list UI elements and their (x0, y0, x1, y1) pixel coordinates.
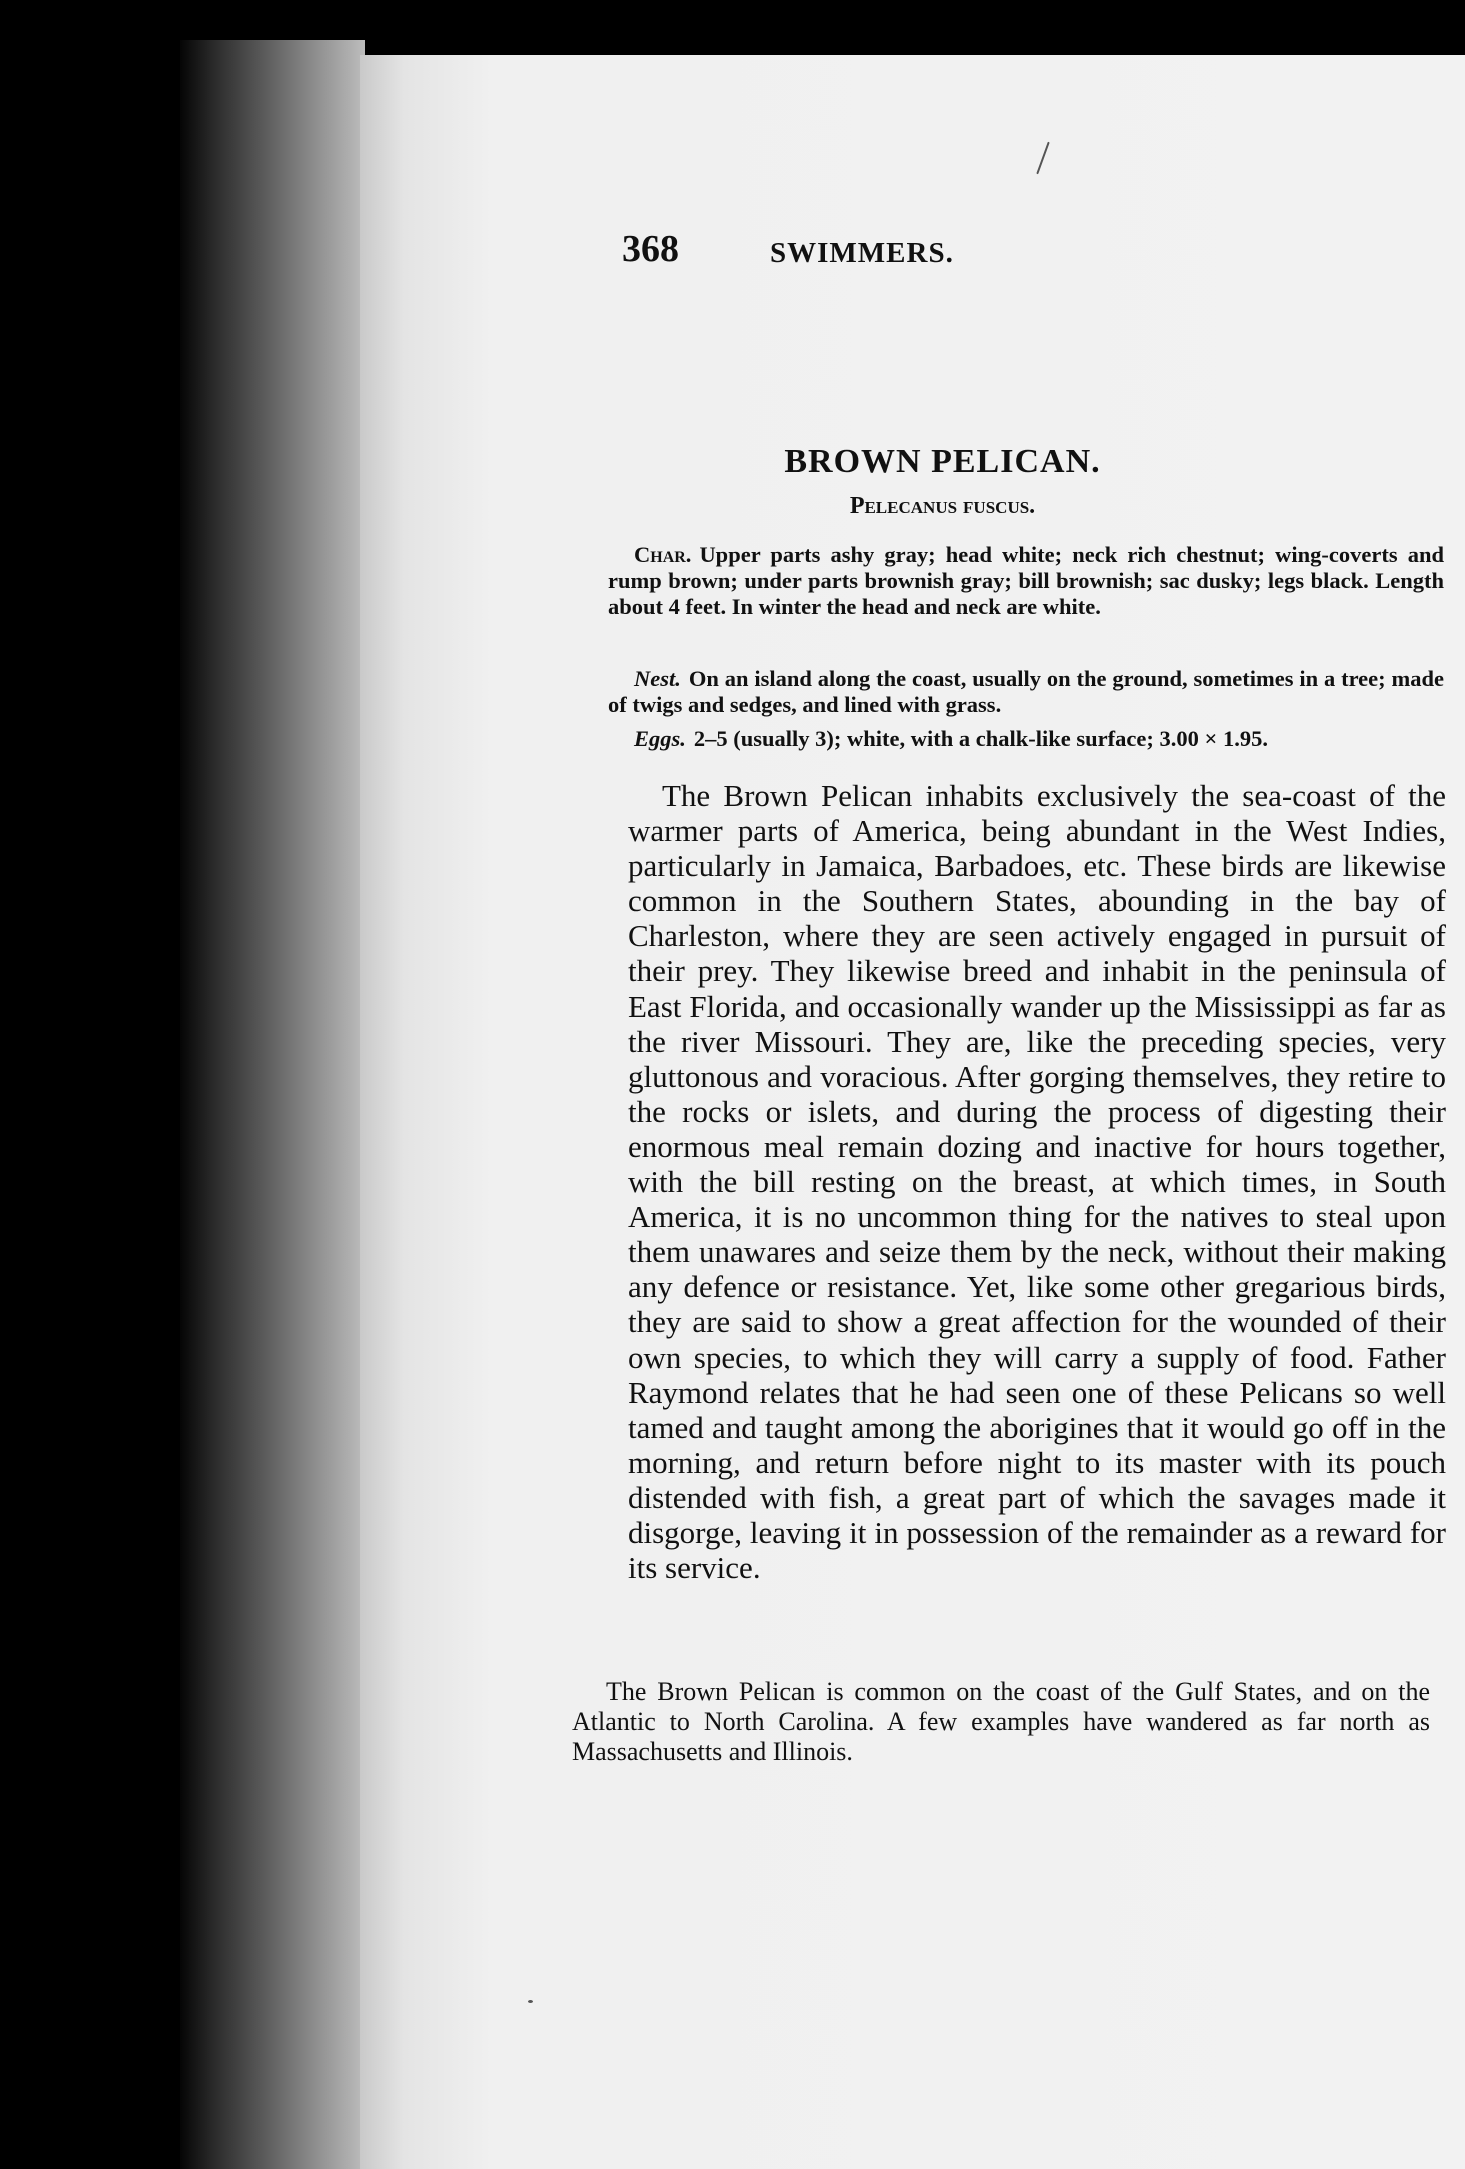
page-number: 368 (622, 228, 679, 270)
eggs-paragraph (608, 726, 1444, 752)
body-paragraph: The Brown Pelican inhabits exclusively the sea-coast of the warmer parts of America, being abundant in the West Indies, particularly in Jamaica, Barbadoes, etc. These birds are likewise common in the Southern States, abounding in the bay of Charleston, where they are seen actively engaged in pursuit of their prey. They likewise breed and inhabit in the peninsula of East Florida, and occasionally wander up the Mississippi as far as the river Missouri. They are, like the preceding species, very gluttonous and voracious. After gorging themselves, they retire to the rocks or islets, and during the process of digesting their enormous meal remain dozing and inactive for hours together, with the bill resting on the breast, at which times, in South America, it is no uncommon thing for the natives to steal upon them unawares and seize them by the neck, without their making any defence or resistance. Yet, like some other gregarious birds, they are said to show a great affection for the wounded of their own species, to which they will carry a supply of food. Father Raymond relates that he had seen one of these Pelicans so well tamed and taught among the aborigines that it would go off in the morning, and return before night to its master with its pouch distended with fish, a great part of which the savages made it disgorge, leaving it in possession of the remainder as a reward for its service. (628, 778, 1446, 1586)
characteristics-paragraph (608, 542, 1444, 620)
entry-title: BROWN PELICAN. (784, 443, 1101, 480)
paper-speck (1036, 142, 1050, 175)
eggs-label: Eggs. (634, 726, 686, 751)
nest-label: Nest. (634, 666, 681, 691)
scientific-name: Pelecanus fuscus. (849, 493, 1036, 519)
book-binding-edge (180, 40, 365, 2169)
running-head: SWIMMERS. (770, 237, 954, 269)
closing-paragraph: The Brown Pelican is common on the coast of the Gulf States, and on the Atlantic to North Carolina. A few examples have wandered as far north as Massachusetts and Illinois. (572, 1677, 1430, 1766)
page-header (360, 227, 1465, 287)
nest-text: On an island along the coast, usually on the ground, sometimes in a tree; made of twigs and sedges, and lined with grass. (608, 666, 1444, 717)
book-page (360, 55, 1465, 2169)
nest-paragraph (608, 666, 1444, 718)
char-label: Char. (634, 542, 692, 567)
eggs-text: 2–5 (usually 3); white, with a chalk-like surface; 3.00 × 1.95. (693, 726, 1268, 751)
paper-speck (528, 2000, 533, 2003)
char-text: Upper parts ashy gray; head white; neck rich chestnut; wing-coverts and rump brown; under parts brownish gray; bill brownish; sac dusky; legs black. Length about 4 feet. In winter the head and neck are white. (608, 542, 1444, 619)
